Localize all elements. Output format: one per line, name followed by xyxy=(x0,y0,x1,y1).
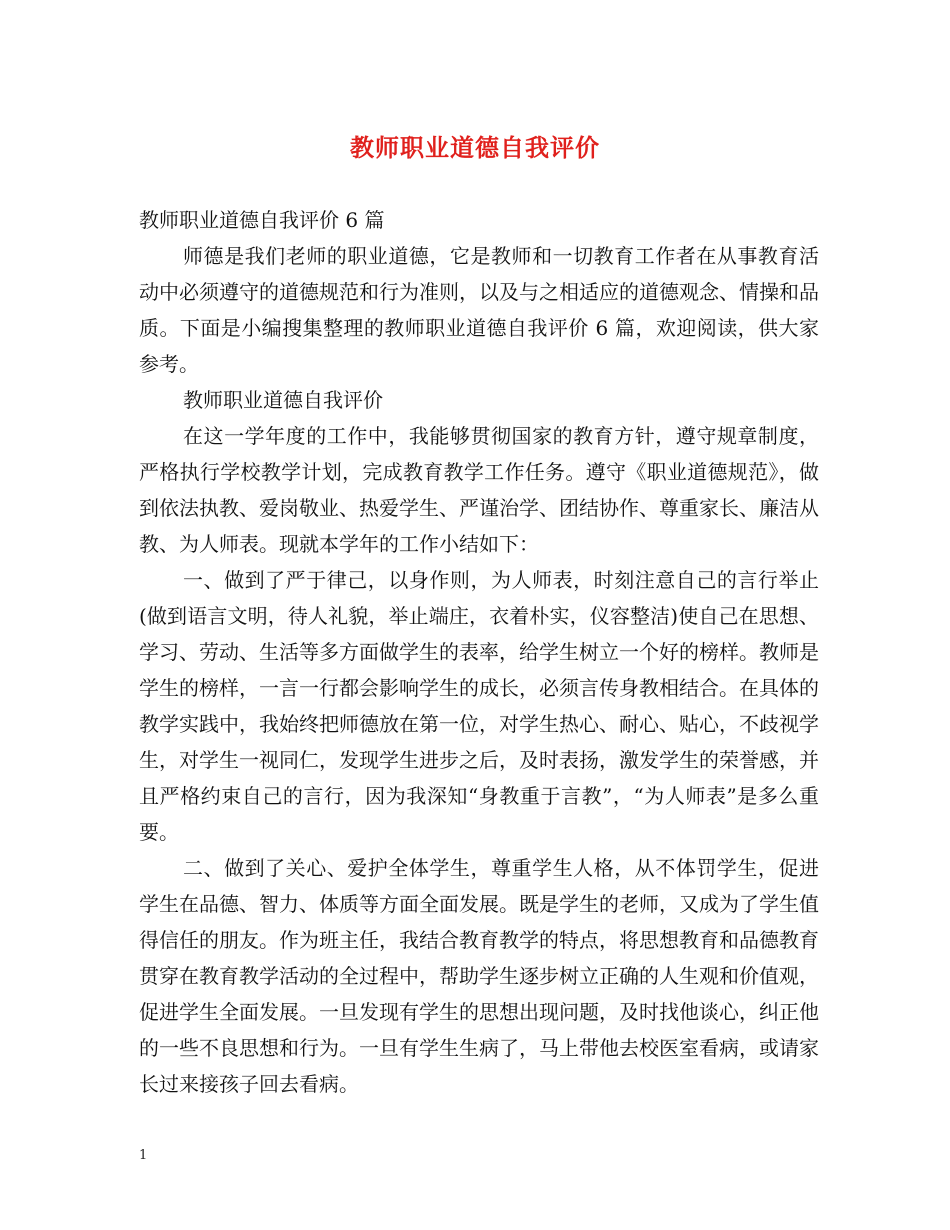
paragraph-intro: 师德是我们老师的职业道德，它是教师和一切教育工作者在从事教育活动中必须遵守的道德规范和行为准则，以及与之相适应的道德观念、情操和品质。下面是小编搜集整理的教师职业道德自我评价 6 篇，欢迎阅读，供大家参考。 xyxy=(139,244,819,376)
document-body xyxy=(139,202,819,1102)
document-title: 教师职业道德自我评价 xyxy=(350,133,600,162)
paragraph-overview: 在这一学年度的工作中，我能够贯彻国家的教育方针，遵守规章制度，严格执行学校教学计划，完成教育教学工作任务。遵守《职业道德规范》，做到依法执教、爱岗敬业、热爱学生、严谨治学、团结协作、尊重家长、廉洁从教、为人师表。现就本学年的工作小结如下： xyxy=(139,424,819,556)
document-subtitle: 教师职业道德自我评价 6 篇 xyxy=(139,208,385,232)
section-heading: 教师职业道德自我评价 xyxy=(183,388,383,412)
paragraph-point-one: 一、做到了严于律己，以身作则，为人师表，时刻注意自己的言行举止(做到语言文明，待人礼貌，举止端庄，衣着朴实，仪容整洁)使自己在思想、学习、劳动、生活等多方面做学生的表率，给学生树立一个好的榜样。教师是学生的榜样，一言一行都会影响学生的成长，必须言传身教相结合。在具体的教学实践中，我始终把师德放在第一位，对学生热心、耐心、贴心，不歧视学生，对学生一视同仁，发现学生进步之后，及时表扬，激发学生的荣誉感，并且严格约束自己的言行，因为我深知“身教重于言教”，“为人师表”是多么重要。 xyxy=(139,568,819,844)
page-number: 1 xyxy=(139,1148,148,1163)
paragraph-point-two: 二、做到了关心、爱护全体学生，尊重学生人格，从不体罚学生，促进学生在品德、智力、体质等方面全面发展。既是学生的老师，又成为了学生值得信任的朋友。作为班主任，我结合教育教学的特点，将思想教育和品德教育贯穿在教育教学活动的全过程中，帮助学生逐步树立正确的人生观和价值观，促进学生全面发展。一旦发现有学生的思想出现问题，及时找他谈心，纠正他的一些不良思想和行为。一旦有学生生病了，马上带他去校医室看病，或请家长过来接孩子回去看病。 xyxy=(139,856,819,1096)
